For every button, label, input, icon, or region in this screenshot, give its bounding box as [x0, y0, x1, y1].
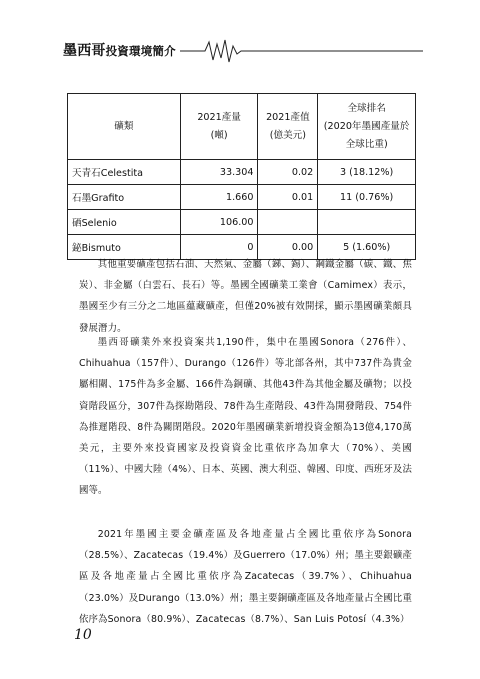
table-row [68, 185, 416, 210]
header-value [258, 94, 318, 160]
header-value-line1: 2021產值 [266, 111, 310, 123]
cell-mineral: 天青石Celestita [68, 160, 181, 185]
header-ranking-line3: 全球比重) [345, 138, 388, 150]
header-production-line2: (噸) [210, 129, 228, 141]
header-ranking [318, 94, 416, 160]
header-ranking-line2: (2020年墨國產量於 [323, 120, 410, 132]
cell-production: 106.00 [180, 210, 258, 235]
cell-mineral: 石墨Grafito [68, 185, 181, 210]
table-header-row [68, 94, 416, 160]
cell-value: 0.01 [258, 185, 318, 210]
cell-mineral: 硒Selenio [68, 210, 181, 235]
table-row [68, 210, 416, 235]
cell-ranking: 5 (1.60%) [318, 235, 416, 260]
paragraph-other-minerals: 其他重要礦產包括石油、天然氣、金屬（銻、錫）、鋼鐵金屬（碳、鐵、焦炭）、非金屬（白雲石、長石）等。墨國全國礦業工業會（Camimex）表示，墨國至少有三分之二地區蘊藏礦產，但僅20%被有效開採，顯示墨國礦業頗具發展潛力。 [79, 259, 412, 334]
minerals-table [67, 93, 416, 260]
cell-production: 0 [180, 235, 258, 260]
cell-production: 33.304 [180, 160, 258, 185]
cell-ranking: 3 (18.12%) [318, 160, 416, 185]
header-title-main: 墨西哥 [63, 43, 106, 59]
cell-mineral: 鉍Bismuto [68, 235, 181, 260]
cell-ranking [318, 210, 416, 235]
header-title [63, 40, 176, 60]
table-row [68, 160, 416, 185]
cell-production: 1.660 [180, 185, 258, 210]
paragraph-foreign-investment: 墨西哥礦業外來投資案共1,190件，集中在墨國Sonora（276件）、Chihuahua（157件）、Durango（126件）等北部各州，其中737件為貴金屬相關、175件為多金屬、166件為銅礦、其他43件為其他金屬及礦物；以投資階段區分，307件為探勘階段、78件為生產階段、43件為開發階段、754件為推遲階段、8件為關閉階段。2020年墨國礦業新增投資金額為13億4,170萬美元，主要外來投資國家及投資資金比重依序為加拿大（70%）、美國（11%）、中國大陸（4%）、日本、英國、澳大利亞、韓國、印度、西班牙及法國等。 [79, 337, 412, 497]
cell-ranking: 11 (0.76%) [318, 185, 416, 210]
header-title-sub: 投資環境簡介 [105, 44, 176, 58]
page-header [63, 38, 423, 68]
page-number: 10 [74, 627, 92, 643]
header-value-line2: (億美元) [269, 129, 307, 141]
paragraph-production-regions: 2021年墨國主要金礦產區及各地產量占全國比重依序為Sonora（28.5%）、Zacatecas（19.4%）及Guerrero（17.0%）州；墨主要銀礦產區及各地產量占全國比重依序為Zacatecas（39.7%）、Chihuahua（23.0%）及Durango（13.0%）州；墨主要銅礦產區及各地產量占全國比重依序為Sonora（80.9%）、Zacatecas（8.7%）、San Luis Potosí（4.3%） [79, 529, 412, 625]
header-production [180, 94, 258, 160]
header-mineral: 礦類 [68, 94, 181, 160]
cell-value: 0.00 [258, 235, 318, 260]
header-production-line1: 2021產量 [197, 111, 241, 123]
header-ranking-line1: 全球排名 [347, 102, 386, 114]
cell-value: 0.02 [258, 160, 318, 185]
cell-value [258, 210, 318, 235]
